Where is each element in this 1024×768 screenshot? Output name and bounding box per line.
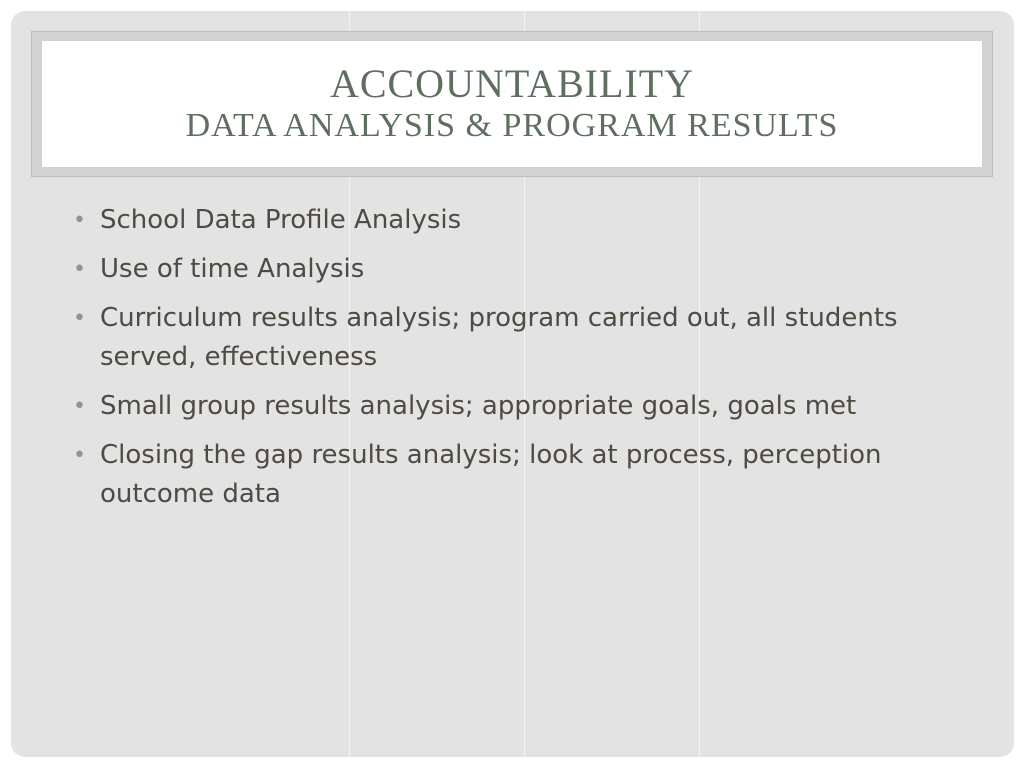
bullet-icon: •: [73, 208, 86, 233]
slide-subtitle: DATA ANALYSIS & PROGRAM RESULTS: [185, 107, 839, 144]
bullet-text: Small group results analysis; appropriate goals, goals met: [100, 391, 857, 421]
bullet-text: Use of time Analysis: [100, 254, 365, 284]
title-frame: [31, 31, 993, 177]
bullet-item: [69, 387, 969, 426]
bullet-icon: •: [73, 394, 86, 419]
bullet-item: [69, 250, 969, 289]
bullet-item: [69, 201, 969, 240]
bullet-item: [69, 436, 969, 514]
bullet-text: Curriculum results analysis; program carried out, all students served, effectiveness: [100, 303, 898, 372]
slide: [11, 11, 1014, 757]
bullet-icon: •: [73, 443, 86, 468]
bullet-list: [69, 201, 969, 524]
bullet-icon: •: [73, 257, 86, 282]
slide-title: ACCOUNTABILITY: [329, 61, 695, 106]
bullet-text: Closing the gap results analysis; look at process, perception outcome data: [100, 440, 882, 509]
bullet-text: School Data Profile Analysis: [100, 205, 462, 235]
title-box: [42, 41, 982, 167]
bullet-item: [69, 299, 969, 377]
bullet-icon: •: [73, 306, 86, 331]
